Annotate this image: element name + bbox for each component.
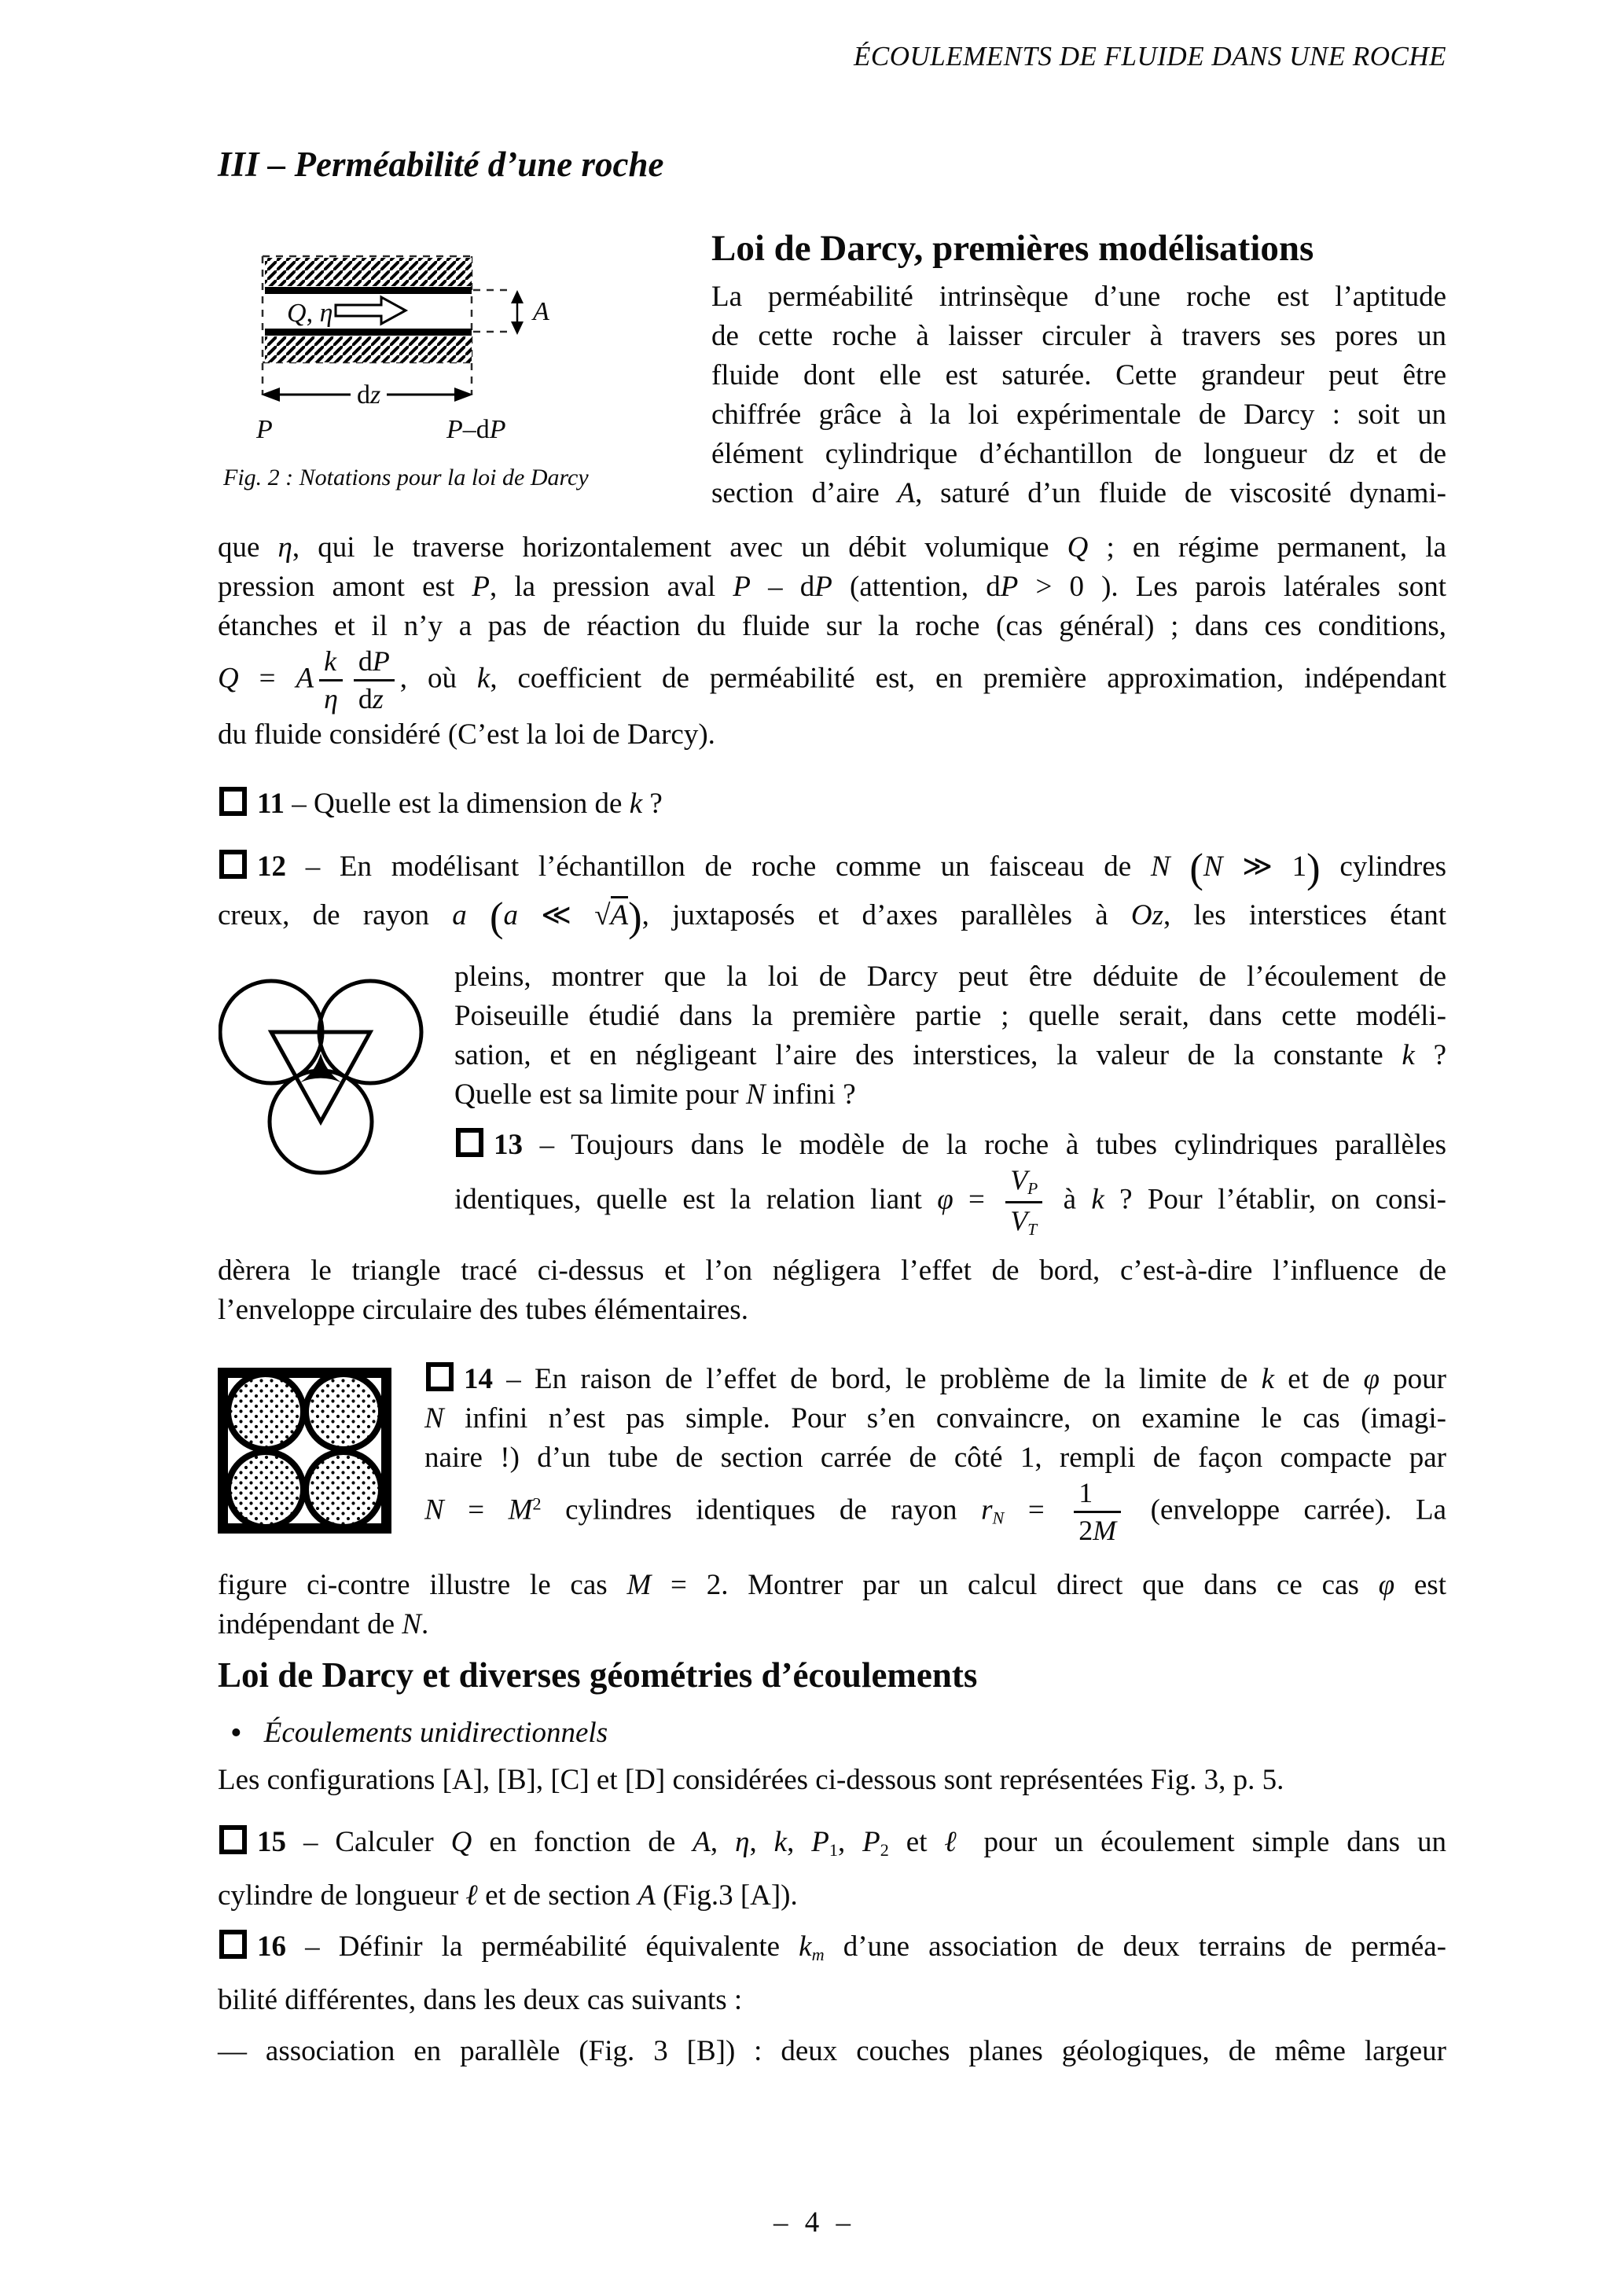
text-line: [218, 568, 1446, 607]
text-segment: A: [533, 297, 549, 326]
text-segment: que: [218, 531, 278, 564]
text-segment: P: [733, 571, 751, 603]
question-13-continued: [218, 1251, 1446, 1330]
text-segment: k: [1091, 1183, 1104, 1216]
text-segment: d: [358, 645, 373, 677]
text-segment: 12: [257, 850, 286, 883]
text-segment: , saturé d’un fluide de viscosité dynami-: [915, 477, 1446, 509]
text-line: [218, 607, 1446, 646]
text-segment: A: [296, 662, 314, 695]
text-line: [218, 1566, 1446, 1605]
text-segment: élément cylindrique d’échantillon de longueur d: [711, 438, 1343, 470]
fraction: [1074, 1478, 1121, 1547]
text-segment: , qui le traverse horizontalement avec un débit volumique: [292, 531, 1067, 564]
text-segment: ,: [710, 1826, 736, 1858]
question-11: [218, 784, 1446, 824]
text-segment: P: [811, 1826, 829, 1858]
fraction: [319, 646, 343, 715]
pressure-right-label: [446, 417, 506, 443]
text-segment: =: [953, 1183, 1001, 1216]
text-segment: (enveloppe carrée). La: [1126, 1493, 1446, 1526]
text-segment: –d: [462, 415, 490, 444]
checkbox-glyph: [219, 1825, 247, 1854]
text-segment: d: [357, 380, 370, 410]
cylinder-top-left: [228, 1374, 303, 1449]
text-line: [424, 1399, 1446, 1438]
text-segment: z: [370, 380, 381, 410]
text-segment: √: [594, 899, 611, 931]
text-line: [218, 1251, 1446, 1291]
text-segment: k: [324, 645, 337, 677]
text-segment: P: [862, 1826, 880, 1858]
text-segment: (: [1189, 845, 1203, 891]
text-segment: N: [424, 1402, 444, 1435]
text-segment: ,: [306, 299, 320, 328]
text-segment: 1: [1078, 1477, 1093, 1508]
text-line: [711, 474, 1446, 513]
fraction-denominator: [1005, 1203, 1042, 1240]
text-segment: d’une association de deux terrains de perméa-: [824, 1930, 1446, 1963]
text-segment: φ: [937, 1183, 953, 1216]
text-segment: chiffrée grâce à la loi expérimentale de Darcy : soit un: [711, 399, 1446, 431]
text-segment: A: [611, 896, 629, 931]
checkbox-glyph: [219, 1930, 247, 1959]
text-segment: =: [443, 1493, 509, 1526]
text-segment: P: [372, 645, 390, 677]
question-13: [454, 1126, 1446, 1239]
text-segment: bilité différentes, dans les deux cas suivants :: [218, 1984, 743, 2017]
text-segment: ≪: [518, 899, 595, 931]
text-segment: A: [693, 1826, 711, 1858]
checkbox-glyph: [219, 850, 247, 879]
text-line: [711, 356, 1446, 395]
text-segment: – Quelle est la dimension de: [284, 788, 630, 820]
text-segment: 16: [257, 1930, 286, 1963]
text-line: [218, 1605, 1446, 1644]
text-segment: 11: [257, 788, 285, 820]
fraction-numerator: [1074, 1478, 1121, 1513]
figure-caption: Fig. 2 : Notations pour la loi de Darcy: [223, 465, 589, 490]
text-segment: indépendant de: [218, 1608, 402, 1640]
flow-direction-arrow: [336, 297, 406, 324]
question-16: [218, 1924, 1446, 2023]
text-segment: étanches et il n’y a pas de réaction du fluide sur la roche (cas général) ; dans ces conditions,: [218, 610, 1446, 642]
text-segment: , coefficient de perméabilité est, en première approximation, indépendant: [490, 662, 1446, 695]
text-segment: fluide dont elle est saturée. Cette grandeur peut être: [711, 359, 1446, 391]
text-segment: N: [745, 1078, 766, 1111]
text-segment: , juxtaposés et d’axes parallèles à: [641, 899, 1131, 931]
text-line: [454, 1165, 1446, 1239]
text-segment: 13: [494, 1129, 523, 1161]
text-segment: M: [508, 1493, 533, 1526]
text-segment: Quelle est sa limite pour: [454, 1078, 746, 1111]
text-segment: Q: [287, 299, 307, 328]
text-segment: creux, de rayon: [218, 899, 453, 931]
text-segment: – En raison de l’effet de bord, le problème de la limite de: [493, 1363, 1262, 1395]
figure-darcy-notations: [220, 252, 589, 519]
text-segment: ?: [1414, 1039, 1446, 1071]
text-line: [218, 646, 1446, 715]
area-label: [533, 299, 549, 325]
fraction-denominator: [354, 681, 395, 715]
configurations-note: [218, 1761, 1446, 1800]
text-segment: pleins, montrer que la loi de Darcy peut être déduite de l’écoulement de: [454, 961, 1446, 993]
text-segment: N: [402, 1608, 421, 1640]
running-header: ÉCOULEMENTS DE FLUIDE DANS UNE ROCHE: [854, 41, 1446, 72]
text-segment: k: [629, 788, 643, 820]
subsection-heading-2: Loi de Darcy et diverses géométries d’écoulements: [218, 1655, 978, 1695]
hatched-wall-top: [265, 258, 472, 286]
text-segment: 2: [1078, 1515, 1093, 1547]
text-segment: [1170, 850, 1190, 883]
text-segment: identiques, quelle est la relation liant: [454, 1183, 938, 1216]
fraction: [1005, 1165, 1042, 1239]
text-segment: ): [628, 894, 642, 940]
text-line: [454, 997, 1446, 1036]
text-segment: , la pression aval: [489, 571, 733, 603]
text-segment: φ: [1378, 1569, 1395, 1601]
dashed-extension-lines: [473, 290, 511, 332]
text-segment: cylindres identiques de rayon: [541, 1493, 982, 1526]
bullet-icon: •: [230, 1715, 242, 1751]
text-segment: ℓ: [465, 1879, 478, 1912]
text-segment: Poiseuille étudié dans la première partie ; quelle serait, dans cette modéli-: [454, 1000, 1446, 1032]
text-segment: M: [1093, 1515, 1117, 1547]
darcy-intro-column: [711, 226, 1446, 513]
text-line: [357, 382, 380, 409]
text-segment: P: [446, 415, 463, 444]
text-line: [218, 2032, 1446, 2071]
text-segment: ,: [837, 1826, 863, 1858]
text-segment: N: [424, 1493, 444, 1526]
text-segment: 15: [257, 1826, 286, 1858]
text-segment: – Toujours dans le modèle de la roche à tubes cylindriques parallèles: [523, 1129, 1446, 1161]
bullet-item: [230, 1714, 608, 1753]
text-segment: P: [489, 415, 506, 444]
question-14-continued: [218, 1566, 1446, 1644]
text-segment: Oz: [1130, 899, 1164, 931]
text-segment: sation, et en négligeant l’aire des interstices, la valeur de la constante: [454, 1039, 1402, 1071]
text-line: [218, 784, 1446, 824]
text-segment: a: [452, 899, 467, 931]
text-line: [218, 1761, 1446, 1800]
text-segment: a: [503, 899, 519, 931]
text-segment: z: [372, 683, 384, 715]
text-segment: r: [981, 1493, 993, 1526]
wall-top-line: [265, 287, 472, 294]
text-segment: pression amont est: [218, 571, 472, 603]
text-line: [454, 1075, 1446, 1115]
text-line: [218, 528, 1446, 568]
text-segment: = 2. Montrer par un calcul direct que dans ce cas: [651, 1569, 1379, 1601]
text-segment: à: [1048, 1183, 1092, 1216]
page-number: – 4 –: [773, 2206, 851, 2239]
cylinder-bottom-right: [306, 1452, 381, 1527]
checkbox-glyph: [456, 1128, 483, 1157]
text-segment: [467, 899, 490, 931]
text-segment: P: [256, 415, 273, 444]
text-segment: N: [992, 1508, 1005, 1528]
text-segment: ?: [642, 788, 663, 820]
text-line: [454, 1126, 1446, 1165]
text-segment: ): [1306, 845, 1321, 891]
text-segment: ≫ 1: [1222, 850, 1307, 883]
text-line: [218, 715, 1446, 755]
text-segment: — association en parallèle (Fig. 3 [B]) : deux couches planes géologiques, de même largeur: [218, 2035, 1446, 2067]
text-segment: V: [1010, 1204, 1028, 1236]
text-line: [218, 1820, 1446, 1873]
text-segment: (Fig.3 [A]).: [655, 1879, 798, 1912]
text-segment: V: [1010, 1164, 1028, 1196]
text-segment: pour un écoulement simple dans un: [966, 1826, 1446, 1858]
text-line: [218, 1291, 1446, 1330]
text-segment: 2: [880, 1840, 889, 1861]
fraction-denominator: [319, 681, 343, 715]
text-segment: est: [1394, 1569, 1446, 1601]
text-segment: 2: [532, 1493, 542, 1514]
wall-bottom-line: [265, 329, 472, 336]
checkbox-glyph: [219, 787, 247, 816]
text-line: [256, 417, 273, 443]
text-segment: infini n’est pas simple. Pour s’en convaincre, on examine le cas (imagi-: [443, 1402, 1446, 1435]
text-segment: η: [319, 299, 333, 328]
text-segment: A: [637, 1879, 656, 1912]
text-segment: M: [626, 1569, 652, 1601]
text-segment: z: [1343, 438, 1355, 470]
text-segment: ? Pour l’établir, on consi-: [1104, 1183, 1446, 1216]
text-segment: – Calculer: [286, 1826, 451, 1858]
fraction-numerator: [319, 646, 343, 681]
text-segment: naire !) d’un tube de section carrée de côté 1, rempli de façon compacte par: [424, 1442, 1446, 1474]
text-segment: N: [1203, 850, 1223, 883]
text-segment: > 0 ). Les parois latérales sont: [1018, 571, 1446, 603]
text-line: [218, 1873, 1446, 1919]
fraction-numerator: [354, 646, 395, 681]
text-line: [218, 1924, 1446, 1978]
text-line: [218, 843, 1446, 891]
text-segment: (: [490, 894, 504, 940]
text-line: [711, 435, 1446, 474]
text-segment: η: [324, 683, 338, 715]
text-line: [287, 300, 333, 327]
text-line: [446, 417, 506, 443]
darcy-paragraph: [218, 528, 1446, 755]
text-segment: dèrera le triangle tracé ci-dessus et l’on négligera l’effet de bord, c’est-à-dire l’influence de: [218, 1255, 1446, 1287]
text-segment: m: [811, 1945, 825, 1965]
text-line: [218, 1978, 1446, 2023]
text-segment: figure ci-contre illustre le cas: [218, 1569, 627, 1601]
text-segment: ; en régime permanent, la: [1088, 531, 1446, 564]
text-segment: P: [472, 571, 490, 603]
text-segment: Q: [218, 662, 239, 695]
bullet-text: Écoulements unidirectionnels: [263, 1717, 608, 1749]
figure-square-tube: [218, 1368, 391, 1534]
text-segment: 1: [829, 1840, 838, 1861]
text-segment: =: [1004, 1493, 1069, 1526]
text-segment: , où: [399, 662, 477, 695]
cylinder-top-right: [306, 1374, 381, 1449]
fraction-numerator: [1005, 1165, 1042, 1203]
flow-label: [287, 300, 333, 327]
figure-three-tubes: [219, 977, 427, 1175]
text-segment: et de: [1274, 1363, 1364, 1395]
text-segment: , les interstices étant: [1163, 899, 1447, 931]
text-line: [454, 957, 1446, 997]
text-segment: P: [1000, 571, 1019, 603]
pressure-left-label: [256, 417, 273, 443]
text-segment: P: [1027, 1179, 1038, 1199]
text-segment: ,: [749, 1826, 774, 1858]
text-line: [711, 395, 1446, 435]
text-segment: T: [1027, 1219, 1038, 1239]
dz-label: [354, 382, 384, 409]
section-title: III – Perméabilité d’une roche: [218, 145, 664, 184]
text-segment: infini ?: [765, 1078, 856, 1111]
darcy-diagram: [220, 252, 582, 409]
text-segment: et de: [1354, 438, 1447, 470]
text-segment: ℓ: [944, 1826, 967, 1858]
text-line: [424, 1360, 1446, 1399]
text-line: [711, 277, 1446, 317]
text-segment: et de section: [477, 1879, 638, 1912]
text-segment: A: [897, 477, 916, 509]
text-segment: cylindres: [1320, 850, 1447, 883]
text-line: [533, 299, 549, 325]
text-line: [424, 1478, 1446, 1547]
text-segment: N: [1150, 850, 1170, 883]
text-segment: =: [238, 662, 296, 695]
parallel-association-item: [218, 2032, 1446, 2071]
text-segment: P: [814, 571, 832, 603]
text-line: [424, 1438, 1446, 1478]
text-segment: Q: [450, 1826, 472, 1858]
question-12-continued: [454, 957, 1446, 1115]
text-segment: section d’aire: [711, 477, 898, 509]
text-segment: cylindre de longueur: [218, 1879, 466, 1912]
checkbox-glyph: [426, 1362, 454, 1391]
question-12: [218, 843, 1446, 940]
fraction-denominator: [1074, 1513, 1121, 1546]
text-segment: η: [277, 531, 292, 564]
text-segment: d: [358, 683, 373, 715]
text-segment: – Définir la perméabilité équivalente: [286, 1930, 799, 1963]
text-segment: ,: [787, 1826, 812, 1858]
text-segment: en fonction de: [472, 1826, 693, 1858]
text-segment: Q: [1067, 531, 1089, 564]
text-segment: de cette roche à laisser circuler à travers ses pores un: [711, 320, 1446, 352]
text-segment: k: [1261, 1363, 1275, 1395]
text-segment: .: [421, 1608, 429, 1640]
text-segment: (attention, d: [832, 571, 1001, 603]
text-segment: l’enveloppe circulaire des tubes élémentaires.: [218, 1294, 748, 1326]
intro-paragraph: [711, 277, 1446, 513]
text-segment: 14: [464, 1363, 493, 1395]
text-segment: Les configurations [A], [B], [C] et [D] considérées ci-dessous sont représentées Fig. 3, p. 5.: [218, 1764, 1284, 1796]
hatched-wall-bottom: [265, 336, 472, 362]
text-segment: – En modélisant l’échantillon de roche comme un faisceau de: [286, 850, 1151, 883]
text-segment: pour: [1379, 1363, 1447, 1395]
text-line: [454, 1036, 1446, 1075]
text-segment: La perméabilité intrinsèque d’une roche est l’aptitude: [711, 281, 1446, 313]
text-segment: η: [735, 1826, 750, 1858]
text-segment: – d: [751, 571, 815, 603]
cylinder-bottom-left: [228, 1452, 303, 1527]
subsection-heading: Loi de Darcy, premières modélisations: [711, 228, 1314, 269]
text-segment: k: [773, 1826, 788, 1858]
text-segment: du fluide considéré (C’est la loi de Darcy).: [218, 718, 715, 751]
fraction: [354, 646, 395, 715]
text-line: [711, 317, 1446, 356]
text-segment: φ: [1363, 1363, 1380, 1395]
text-segment: k: [1402, 1039, 1415, 1071]
text-segment: k: [799, 1930, 812, 1963]
text-segment: et: [888, 1826, 945, 1858]
question-14: [424, 1360, 1446, 1547]
section-dimension-arrow: [511, 290, 524, 335]
text-line: [218, 891, 1446, 940]
question-15: [218, 1820, 1446, 1919]
text-segment: k: [476, 662, 491, 695]
